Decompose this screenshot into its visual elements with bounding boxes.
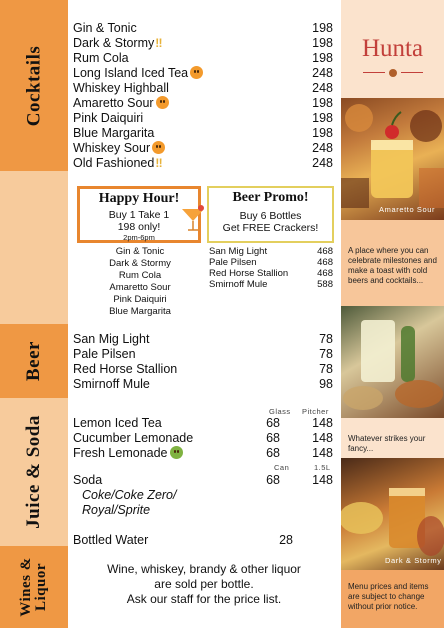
- list-item: Amaretto Sour: [109, 282, 171, 293]
- section-tab-juice: [0, 398, 68, 546]
- list-item: San Mig Light 468: [209, 246, 333, 257]
- caption-amaretto-sour: Amaretto Sour: [379, 205, 436, 214]
- item-name: Pink Daiquiri: [73, 111, 144, 125]
- header-pitcher: Pitcher: [302, 407, 329, 416]
- brand-panel: [341, 0, 444, 98]
- blurb-celebrate: A place where you can celebrate milestones and make a toast with cold beers and cocktails...: [348, 246, 437, 285]
- soda-description: Coke/Coke Zero/ Royal/Sprite: [82, 488, 177, 517]
- item-name: Rum Cola: [73, 51, 129, 65]
- item-name: Whiskey Sour: [73, 141, 151, 155]
- item-name: Blue Margarita: [73, 126, 155, 140]
- happy-hour-offer: Buy 1 Take 1: [108, 209, 170, 221]
- beer-promo-title: Beer Promo!: [232, 190, 309, 205]
- item-name: Dark & Stormy: [73, 36, 155, 50]
- item-name: Amaretto Sour: [73, 96, 154, 110]
- item-name: Whiskey Highball: [73, 81, 169, 95]
- double-exclamation-icon: ‼: [155, 36, 163, 50]
- flower-icon: [389, 69, 397, 77]
- brand-logo: Hunta: [361, 35, 424, 62]
- beer-promo-offer: Buy 6 Bottles: [239, 210, 302, 222]
- item-price: 198: [312, 111, 333, 125]
- header-liter: 1.5L: [314, 463, 331, 472]
- item-name: Long Island Iced Tea: [73, 66, 189, 80]
- happy-hour-box: [77, 186, 201, 243]
- list-item: Gin & Tonic: [115, 246, 165, 257]
- liquor-note: Wine, whiskey, brandy & other liquor are sold per bottle. Ask our staff for the price list.: [107, 562, 301, 606]
- beer-promo-list: [209, 246, 333, 290]
- item-name: Gin & Tonic: [73, 21, 137, 35]
- section-title-cocktails: Cocktails: [23, 45, 44, 126]
- list-item: Rum Cola: [118, 270, 162, 281]
- item-price: 198: [312, 126, 333, 140]
- item-price: 198: [312, 21, 333, 35]
- list-item: Red Horse Stallion 468: [209, 268, 333, 279]
- item-price: 248: [312, 156, 333, 170]
- face-emoji-icon: [156, 96, 169, 109]
- photo-beer-table: [341, 306, 444, 418]
- item-price: 248: [312, 81, 333, 95]
- happy-hour-time: 2pm-6pm: [123, 233, 155, 242]
- list-item: Dark & Stormy: [109, 258, 171, 269]
- photo-amaretto-sour: [341, 98, 444, 220]
- blurb-fancy: Whatever strikes your fancy...: [348, 434, 426, 453]
- header-glass: Glass: [269, 407, 291, 416]
- item-name: Old Fashioned: [73, 156, 155, 170]
- blurb-prices-notice: Menu prices and items are subject to change without prior notice.: [348, 582, 429, 611]
- face-emoji-icon: [170, 446, 183, 459]
- list-item: Pink Daiquiri: [113, 294, 167, 305]
- section-tab-cocktails: [0, 0, 68, 171]
- photo-dark-stormy: [341, 458, 444, 570]
- caption-dark-stormy: Dark & Stormy: [385, 556, 442, 565]
- section-tab-beer: [0, 324, 68, 398]
- face-emoji-icon: [190, 66, 203, 79]
- happy-hour-list: [90, 246, 190, 318]
- list-item: Pale Pilsen 468: [209, 257, 333, 268]
- item-price: 198: [312, 36, 333, 50]
- section-title-juice: Juice & Soda: [23, 415, 44, 529]
- brand-ornament: [363, 69, 423, 77]
- header-can: Can: [274, 463, 290, 472]
- item-price: 198: [312, 96, 333, 110]
- list-item: Smirnoff Mule 588: [209, 279, 333, 290]
- section-tab-wines: [0, 546, 68, 628]
- list-item: Blue Margarita: [109, 306, 171, 317]
- face-emoji-icon: [152, 141, 165, 154]
- beer-promo-bonus: Get FREE Crackers!: [222, 222, 319, 234]
- section-title-wines: Wines & Liquor: [18, 557, 49, 617]
- cocktail-glass-icon: [178, 203, 208, 233]
- double-exclamation-icon: ‼: [155, 156, 163, 170]
- happy-hour-title: Happy Hour!: [98, 191, 180, 206]
- item-price: 198: [312, 51, 333, 65]
- item-price: 248: [312, 141, 333, 155]
- section-spacer-promos: [0, 171, 68, 324]
- beer-promo-box: [207, 186, 334, 243]
- happy-hour-price: 198 only!: [117, 221, 161, 233]
- item-price: 248: [312, 66, 333, 80]
- section-title-beer: Beer: [22, 341, 44, 381]
